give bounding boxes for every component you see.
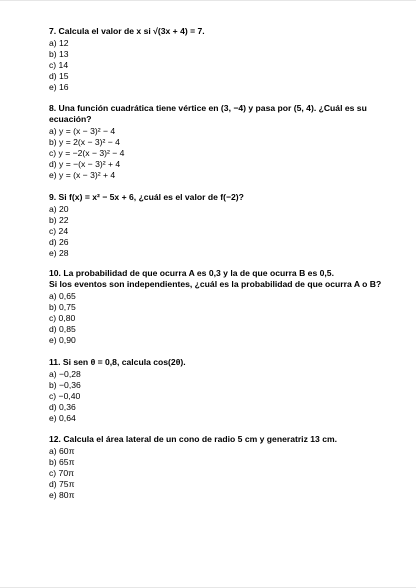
option-e: e) y = (x − 3)² + 4	[49, 170, 116, 180]
stem-line: 11. Si sen θ = 0,8, calcula cos(2θ).	[49, 357, 186, 367]
question-7	[49, 26, 389, 93]
option-b: b) 22	[49, 215, 69, 225]
option-b: b) 65π	[49, 457, 75, 467]
option-a: a) −0,28	[49, 369, 81, 379]
option-c: c) 0,80	[49, 313, 76, 323]
question-8	[49, 103, 389, 181]
option-c: c) 70π	[49, 468, 75, 478]
question-stem	[49, 103, 389, 125]
question-9	[49, 192, 389, 259]
option-a: a) 12	[49, 38, 69, 48]
option-c: c) 24	[49, 226, 69, 236]
option-b: b) 13	[49, 49, 69, 59]
stem-line: 12. Calcula el área lateral de un cono de radio 5 cm y generatriz 13 cm.	[49, 434, 338, 444]
option-a: a) 20	[49, 204, 69, 214]
option-a: a) y = (x − 3)² − 4	[49, 126, 116, 136]
question-stem	[49, 192, 389, 203]
stem-line: Si los eventos son independientes, ¿cuál es la probabilidad de que ocurra A o B?	[49, 279, 382, 289]
option-d: d) 75π	[49, 479, 75, 489]
option-e: e) 0,64	[49, 413, 76, 423]
option-d: d) 26	[49, 237, 69, 247]
stem-line: 10. La probabilidad de que ocurra A es 0,3 y la de que ocurra B es 0,5.	[49, 268, 334, 278]
stem-line: 8. Una función cuadrática tiene vértice en (3, −4) y pasa por (5, 4). ¿Cuál es su	[49, 103, 367, 113]
option-list	[49, 204, 389, 259]
option-a: a) 0,65	[49, 291, 76, 301]
option-list	[49, 369, 389, 424]
option-c: c) −0,40	[49, 391, 81, 401]
option-list	[49, 446, 389, 501]
option-d: d) 0,36	[49, 402, 76, 412]
option-e: e) 80π	[49, 490, 75, 500]
question-stem	[49, 26, 389, 37]
option-list	[49, 291, 389, 346]
option-a: a) 60π	[49, 446, 75, 456]
option-e: e) 28	[49, 248, 69, 258]
option-e: e) 16	[49, 82, 69, 92]
question-stem	[49, 268, 389, 290]
option-b: b) −0,36	[49, 380, 81, 390]
option-list	[49, 126, 389, 181]
stem-line: 9. Si f(x) = x² − 5x + 6, ¿cuál es el valor de f(−2)?	[49, 192, 244, 202]
question-12	[49, 434, 389, 501]
option-c: c) y = −2(x − 3)² − 4	[49, 148, 125, 158]
option-b: b) 0,75	[49, 302, 76, 312]
question-11	[49, 357, 389, 424]
stem-line: 7. Calcula el valor de x si √(3x + 4) = 7.	[49, 26, 205, 36]
question-10	[49, 268, 389, 346]
option-b: b) y = 2(x − 3)² − 4	[49, 137, 120, 147]
question-stem	[49, 357, 389, 368]
option-list	[49, 38, 389, 93]
stem-line: ecuación?	[49, 114, 92, 124]
option-d: d) 0,85	[49, 324, 76, 334]
option-c: c) 14	[49, 60, 69, 70]
option-d: d) 15	[49, 71, 69, 81]
option-d: d) y = −(x − 3)² + 4	[49, 159, 121, 169]
option-e: e) 0,90	[49, 335, 76, 345]
question-stem	[49, 434, 389, 445]
